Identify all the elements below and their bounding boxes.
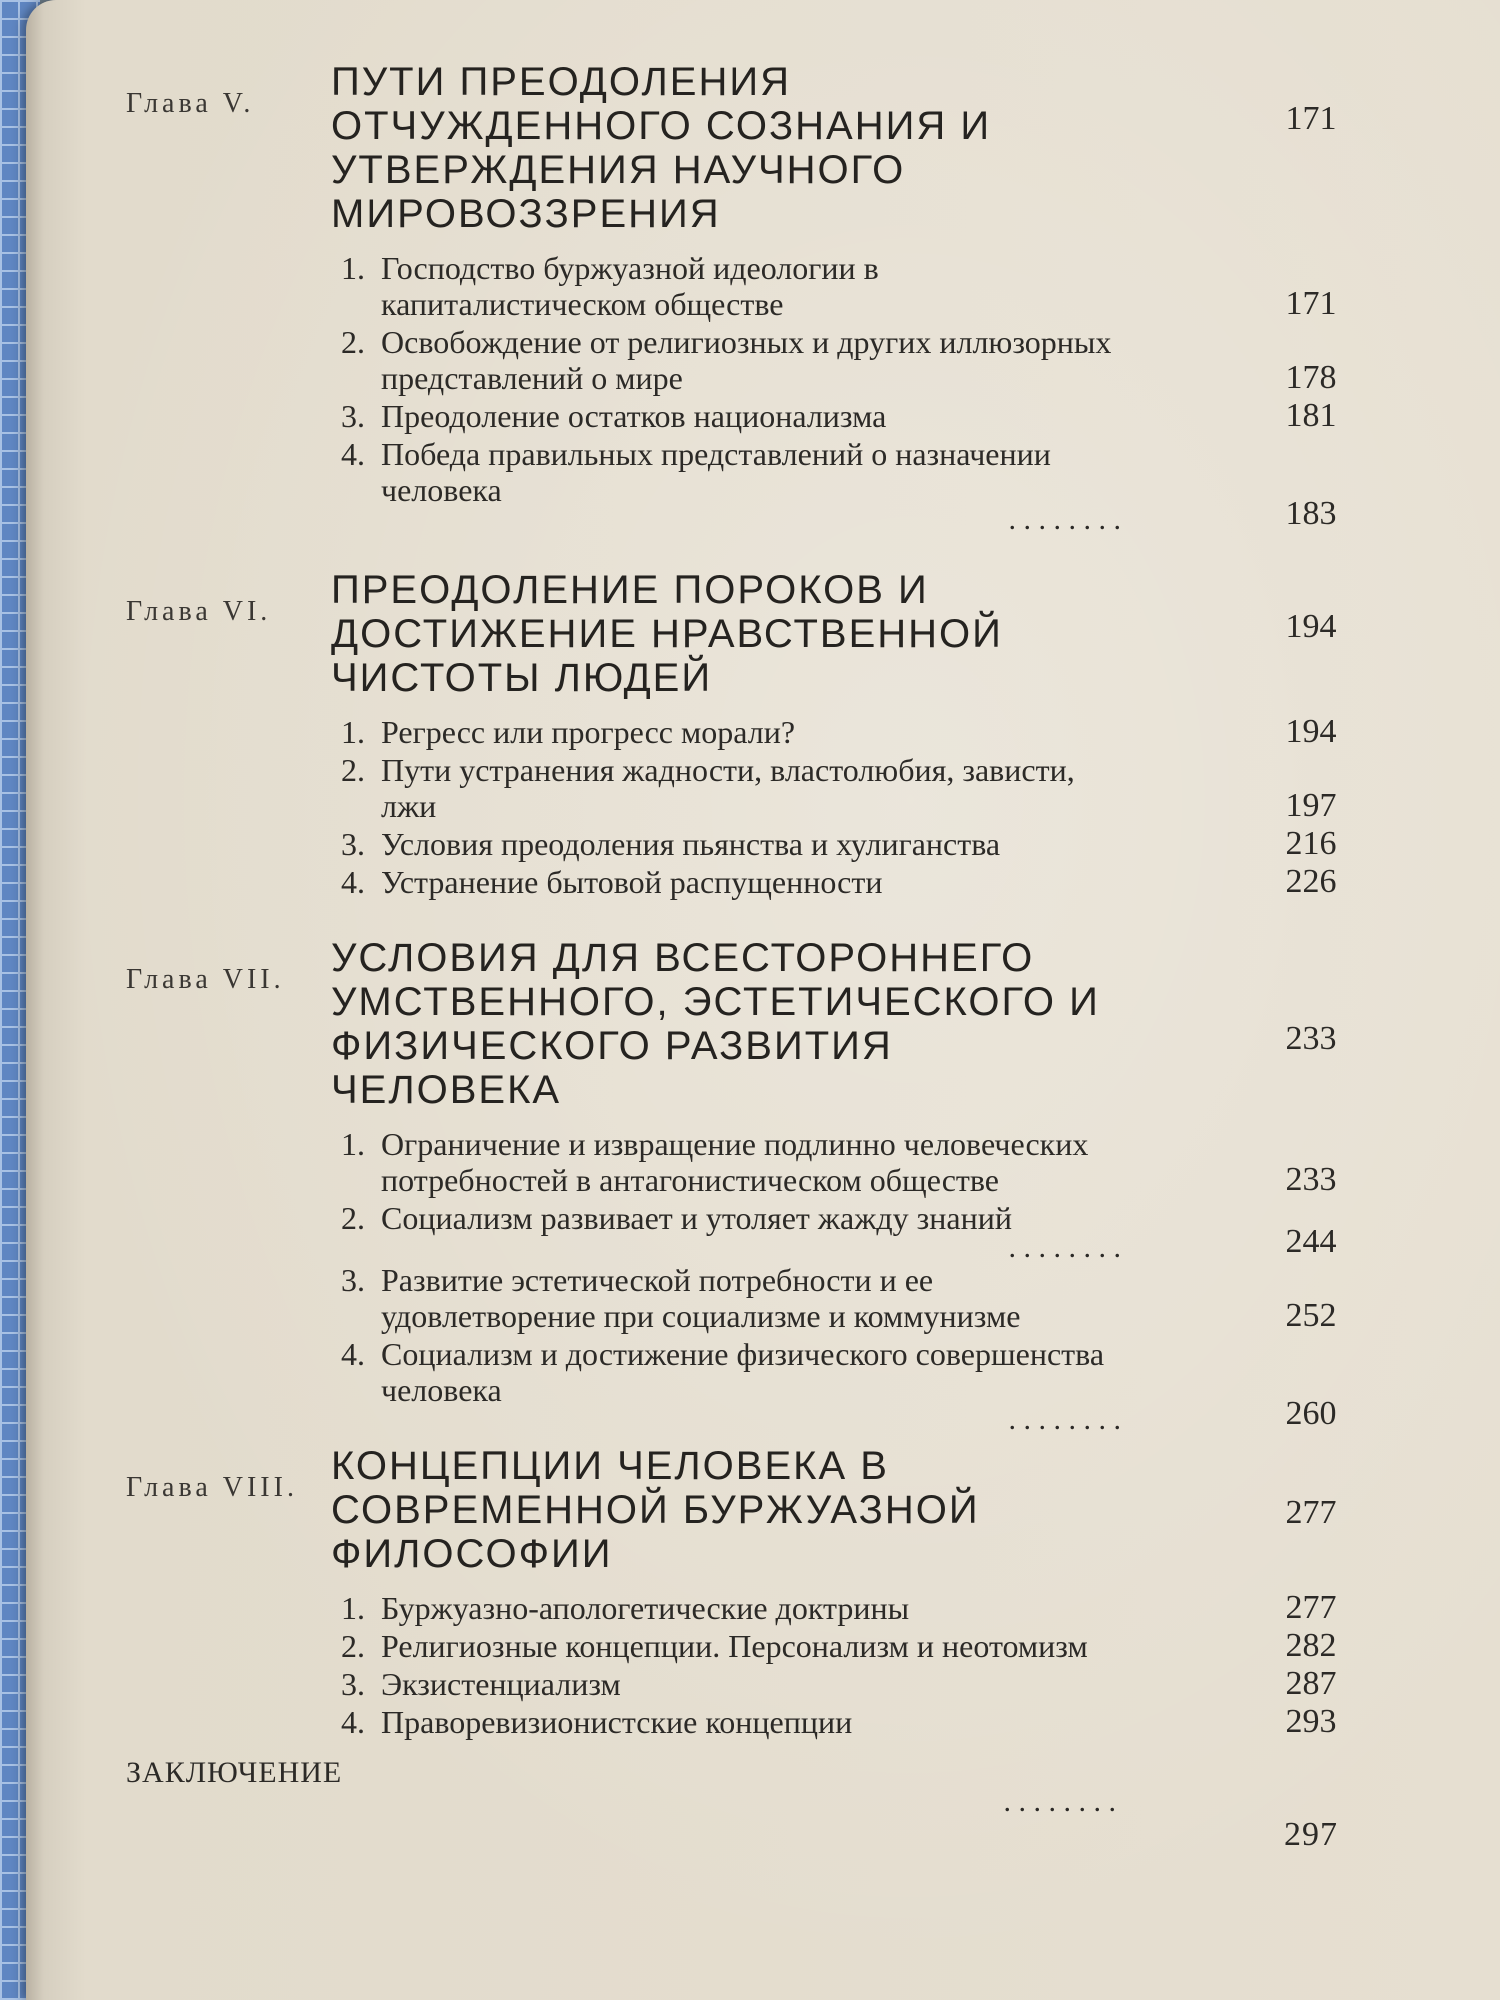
section-page-number: 171 <box>1285 285 1337 322</box>
section-entry <box>341 436 1337 536</box>
dot-leader: . . . . . . . . <box>1003 1785 1116 1818</box>
section-title: Ограничение и извращение подлинно человеческих потребностей в антагонистическом обществе <box>381 1126 1089 1198</box>
table-of-contents <box>126 60 1366 1853</box>
section-title: Регресс или прогресс морали? <box>381 714 796 750</box>
section-title: Праворевизионистские концепции <box>381 1704 853 1740</box>
chapter-page-number: 171 <box>1285 100 1337 137</box>
chapter-page-number: 194 <box>1285 608 1337 645</box>
chapter-title: УСЛОВИЯ ДЛЯ ВСЕСТОРОННЕГО УМСТВЕННОГО, ЭСТЕТИЧЕСКОГО И ФИЗИЧЕСКОГО РАЗВИТИЯ ЧЕЛОВЕКА <box>331 936 1100 1112</box>
section-title: Победа правильных представлений о назначении человека <box>381 436 1051 508</box>
section-number: 3. <box>341 1262 365 1298</box>
section-title: Социализм развивает и утоляет жажду знаний <box>381 1200 1012 1236</box>
section-list <box>341 1126 1337 1436</box>
section-entry <box>341 1703 1337 1740</box>
section-title: Устранение бытовой распущенности <box>381 864 883 900</box>
section-number: 2. <box>341 1628 365 1664</box>
section-number: 3. <box>341 826 365 862</box>
section-number: 1. <box>341 1590 365 1626</box>
section-page-number: 226 <box>1285 863 1337 900</box>
section-entry <box>341 752 1337 824</box>
section-number: 3. <box>341 398 365 434</box>
section-entry <box>341 1126 1337 1198</box>
conclusion-title: ЗАКЛЮЧЕНИЕ <box>126 1756 343 1789</box>
dot-leader: . . . . . . . . <box>1008 503 1121 536</box>
section-page-number: 216 <box>1285 825 1337 862</box>
section-title: Условия преодоления пьянства и хулиганства <box>381 826 1001 862</box>
section-number: 1. <box>341 1126 365 1162</box>
section-title: Освобождение от религиозных и других иллюзорных представлений о мире <box>381 324 1112 396</box>
section-entry <box>341 1665 1337 1702</box>
section-list <box>341 250 1337 536</box>
chapter-label: Глава VIII. <box>126 1472 298 1503</box>
section-entry <box>341 1262 1337 1334</box>
section-entry <box>341 863 1337 900</box>
chapter-label: Глава VII. <box>126 964 285 995</box>
section-number: 4. <box>341 1336 365 1372</box>
section-number: 4. <box>341 1704 365 1740</box>
section-title: Религиозные концепции. Персонализм и неотомизм <box>381 1628 1088 1664</box>
section-page-number: 197 <box>1285 787 1337 824</box>
section-number: 4. <box>341 864 365 900</box>
chapter-label: Глава V. <box>126 88 255 119</box>
chapter-entry <box>126 936 1366 1436</box>
section-number: 2. <box>341 752 365 788</box>
chapter-title: ПУТИ ПРЕОДОЛЕНИЯ ОТЧУЖДЕННОГО СОЗНАНИЯ И УТВЕРЖДЕНИЯ НАУЧНОГО МИРОВОЗЗРЕНИЯ <box>331 60 992 236</box>
chapter-page-number: 277 <box>1285 1494 1337 1531</box>
section-title: Социализм и достижение физического совершенства человека <box>381 1336 1105 1408</box>
section-entry <box>341 250 1337 322</box>
dot-leader: . . . . . . . . <box>1008 1403 1121 1436</box>
section-entry <box>341 713 1337 750</box>
section-entry <box>341 1200 1337 1264</box>
section-title: Господство буржуазной идеологии в капиталистическом обществе <box>381 250 879 322</box>
section-number: 1. <box>341 714 365 750</box>
section-page-number: 282 <box>1285 1627 1337 1664</box>
chapter-page-number: 233 <box>1285 1020 1337 1057</box>
section-page-number: 183 <box>1285 495 1337 532</box>
chapter-title: ПРЕОДОЛЕНИЕ ПОРОКОВ И ДОСТИЖЕНИЕ НРАВСТВЕННОЙ ЧИСТОТЫ ЛЮДЕЙ <box>331 568 1003 700</box>
conclusion-entry <box>126 1756 1366 1853</box>
chapter-entry <box>126 1444 1366 1740</box>
section-entry <box>341 324 1337 396</box>
section-page-number: 233 <box>1285 1161 1337 1198</box>
chapter-entry <box>126 60 1366 536</box>
section-title: Развитие эстетической потребности и ее удовлетворение при социализме и коммунизме <box>381 1262 1021 1334</box>
section-page-number: 178 <box>1285 359 1337 396</box>
section-entry <box>341 1627 1337 1664</box>
chapter-entry <box>126 568 1366 900</box>
section-page-number: 277 <box>1285 1589 1337 1626</box>
conclusion-page-number: 297 <box>1284 1816 1338 1853</box>
section-entry <box>341 397 1337 434</box>
section-number: 1. <box>341 250 365 286</box>
section-entry <box>341 825 1337 862</box>
section-number: 2. <box>341 1200 365 1236</box>
section-page-number: 287 <box>1285 1665 1337 1702</box>
section-title: Экзистенциализм <box>381 1666 621 1702</box>
section-entry <box>341 1336 1337 1436</box>
section-list <box>341 713 1337 900</box>
section-page-number: 194 <box>1285 713 1337 750</box>
section-title: Пути устранения жадности, властолюбия, зависти, лжи <box>381 752 1075 824</box>
section-page-number: 181 <box>1285 397 1337 434</box>
chapter-title: КОНЦЕПЦИИ ЧЕЛОВЕКА В СОВРЕМЕННОЙ БУРЖУАЗНОЙ ФИЛОСОФИИ <box>331 1444 980 1576</box>
dot-leader: . . . . . . . . <box>1008 1231 1121 1264</box>
section-page-number: 293 <box>1285 1703 1337 1740</box>
section-page-number: 260 <box>1285 1395 1337 1432</box>
section-title: Преодоление остатков национализма <box>381 398 887 434</box>
section-entry <box>341 1589 1337 1626</box>
section-list <box>341 1589 1337 1740</box>
section-number: 4. <box>341 436 365 472</box>
section-number: 3. <box>341 1666 365 1702</box>
book-page <box>26 0 1500 2000</box>
section-page-number: 244 <box>1285 1223 1337 1260</box>
section-title: Буржуазно-апологетические доктрины <box>381 1590 910 1626</box>
section-page-number: 252 <box>1285 1297 1337 1334</box>
section-number: 2. <box>341 324 365 360</box>
chapter-label: Глава VI. <box>126 596 272 627</box>
